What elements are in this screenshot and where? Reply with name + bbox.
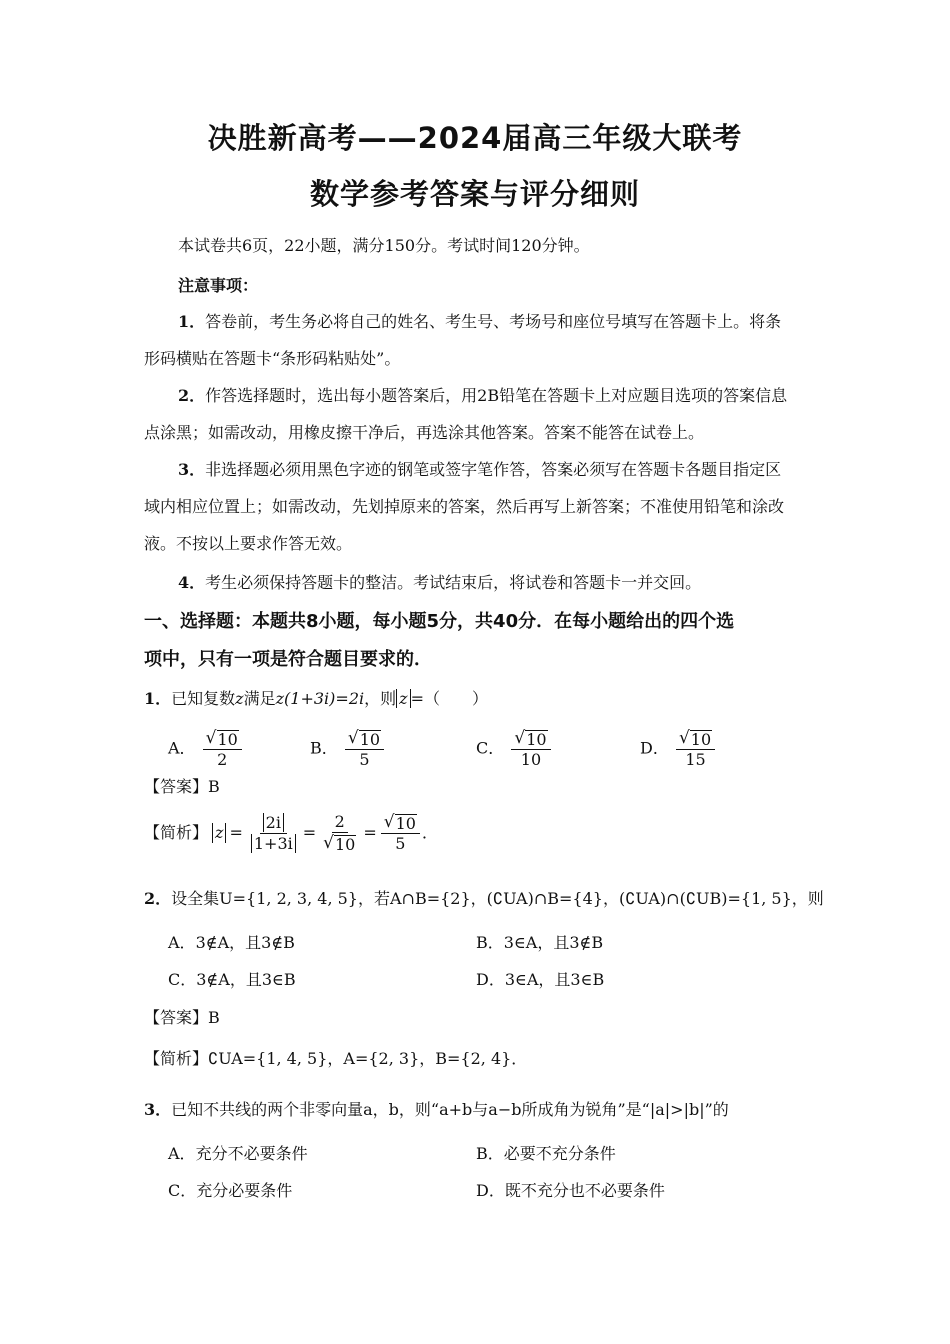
note-3-line1	[178, 460, 781, 480]
numerator: √ 10	[203, 728, 242, 750]
denominator: 5	[359, 750, 370, 769]
stem-text: 满足	[243, 689, 276, 708]
answer-value: B	[208, 777, 220, 796]
question-3-option-d: D．既不充分也不必要条件	[476, 1181, 665, 1200]
option-label: B．	[310, 738, 338, 758]
var-z: z	[235, 689, 244, 708]
note-2-line1	[178, 386, 787, 406]
question-number: 2．	[144, 889, 172, 908]
stem-text: 设全集U={1, 2, 3, 4, 5}，若A∩B={2}，(∁UA)∩B={4}，(∁UA)∩(∁UB)={1, 5}，则	[171, 889, 824, 908]
note-text: 考生必须保持答题卡的整洁。考试结束后，将试卷和答题卡一并交回。	[205, 573, 702, 592]
note-number: 1．	[178, 312, 206, 331]
analysis-text: ∁UA={1, 4, 5}，A={2, 3}，B={2, 4}．	[208, 1049, 528, 1068]
note-1-line1	[178, 312, 781, 332]
note-2-line2: 点涂黑；如需改动，用橡皮擦干净后，再选涂其他答案。答案不能答在试卷上。	[144, 423, 705, 442]
page-subtitle: 数学参考答案与评分细则	[309, 177, 640, 211]
question-3-stem	[144, 1100, 729, 1120]
answer-value: B	[208, 1008, 220, 1027]
question-number: 3．	[144, 1100, 172, 1119]
note-number: 3．	[178, 460, 206, 479]
question-3-option-c: C．充分必要条件	[168, 1181, 293, 1200]
question-2-analysis	[144, 1049, 527, 1069]
analysis-label: 【简析】	[144, 1049, 209, 1068]
note-1-line2: 形码横贴在答题卡“条形码粘贴处”。	[144, 349, 401, 368]
equation: z(1+3i)=2i	[275, 689, 365, 708]
option-fraction	[203, 728, 242, 770]
stem-text: =（ ）	[410, 689, 488, 708]
analysis-fraction-3: √ 10 5	[381, 812, 420, 854]
section-heading-line2: 项中，只有一项是符合题目要求的．	[144, 649, 432, 670]
page-title: 决胜新高考——2024届高三年级大联考	[207, 121, 743, 155]
question-2-option-d: D．3∈A，且3∈B	[476, 970, 605, 989]
numerator: √ 10	[676, 728, 715, 750]
question-2-stem	[144, 889, 824, 909]
question-1-answer	[144, 777, 220, 797]
notice-title: 注意事项：	[178, 276, 259, 295]
option-fraction	[345, 728, 384, 770]
question-1-option-d	[640, 728, 717, 770]
answer-label: 【答案】	[144, 777, 209, 796]
denominator: 2	[217, 750, 228, 769]
question-3-option-b: B．必要不充分条件	[476, 1144, 616, 1163]
note-3-line2: 域内相应位置上；如需改动，先划掉原来的答案，然后再写上新答案；不准使用铅笔和涂改	[144, 497, 785, 516]
exam-summary: 本试卷共6页，22小题，满分150分。考试时间120分钟。	[178, 236, 590, 255]
stem-text: 已知不共线的两个非零向量a，b，则“a+b与a−b所成角为锐角”是“|a|>|b|”的	[171, 1100, 729, 1119]
question-2-option-b: B．3∈A，且3∉B	[476, 933, 604, 952]
question-2-option-c: C．3∉A，且3∈B	[168, 970, 296, 989]
numerator: √ 10	[345, 728, 384, 750]
stem-text: 已知复数	[171, 689, 236, 708]
question-2-answer	[144, 1008, 220, 1028]
option-label: A．	[168, 738, 196, 758]
stem-text: ，则	[364, 689, 397, 708]
section-heading-line1: 一、选择题：本题共8小题，每小题5分，共40分．在每小题给出的四个选	[144, 611, 735, 632]
question-3-option-a: A．充分不必要条件	[168, 1144, 308, 1163]
question-1-analysis: 【简析】 z = $\frac{2i}{1+3i}$ = 2 √ 10 = √ 10 5 ．	[144, 812, 438, 854]
numerator: √ 10	[511, 728, 550, 750]
question-1-option-b	[310, 728, 386, 770]
question-1-stem	[144, 689, 488, 709]
note-3-line3: 液。不按以上要求作答无效。	[144, 534, 353, 553]
question-2-option-a: A．3∉A，且3∉B	[168, 933, 295, 952]
note-number: 2．	[178, 386, 206, 405]
abs-z: z	[396, 689, 410, 708]
analysis-fraction-2: 2 √ 10	[323, 812, 356, 854]
note-number: 4．	[178, 573, 206, 592]
question-1-option-a	[168, 728, 244, 770]
question-1-option-c	[476, 728, 553, 770]
question-number: 1．	[144, 689, 172, 708]
note-text: 答卷前，考生务必将自己的姓名、考生号、考场号和座位号填写在答题卡上。将条	[205, 312, 782, 331]
note-text: 非选择题必须用黑色字迹的钢笔或签字笔作答，答案必须写在答题卡各题目指定区	[205, 460, 782, 479]
answer-label: 【答案】	[144, 1008, 209, 1027]
denominator: 10	[520, 750, 542, 769]
note-4-line1	[178, 573, 701, 593]
note-text: 作答选择题时，选出每小题答案后，用2B铅笔在答题卡上对应题目选项的答案信息	[205, 386, 788, 405]
analysis-fraction-1: $\frac{2i}{1+3i}$	[248, 813, 299, 854]
option-label: D．	[640, 738, 669, 758]
option-label: C．	[476, 738, 505, 758]
denominator: 15	[685, 750, 706, 769]
analysis-label: 【简析】	[144, 823, 209, 842]
option-fraction	[676, 728, 715, 770]
option-fraction	[511, 728, 550, 770]
abs-z: z	[212, 823, 226, 843]
